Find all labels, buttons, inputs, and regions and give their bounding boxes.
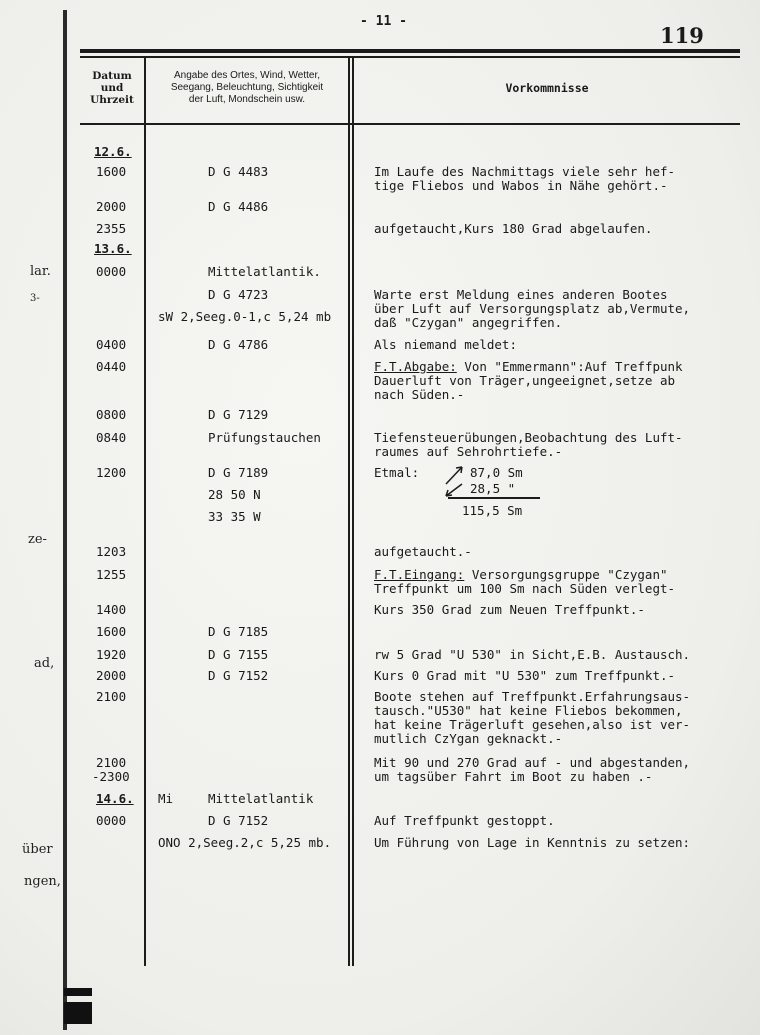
entry-date: 13.6. xyxy=(94,241,132,256)
etmal-total: 115,5 Sm xyxy=(462,503,523,518)
etmal-label: Etmal: xyxy=(374,465,420,480)
entry-time: 2355 xyxy=(96,221,127,236)
column-divider-3 xyxy=(352,56,354,966)
entry-time: 0000 xyxy=(96,264,127,279)
entry-text-first: Von "Emmermann":Auf Treffpunk xyxy=(456,359,683,374)
etmal-arrows-icon xyxy=(440,464,470,498)
entry-position: D G 7189 xyxy=(208,465,269,480)
entry-text: Warte erst Meldung eines anderen Bootes xyxy=(374,287,668,302)
entry-text: Treffpunkt um 100 Sm nach Süden verlegt- xyxy=(374,581,676,596)
margin-note: 3- xyxy=(30,293,40,304)
entry-position: D G 7185 xyxy=(208,624,269,639)
header-bottom-rule xyxy=(80,123,740,125)
entry-moon: Mi xyxy=(158,791,174,806)
entry-text: Boote stehen auf Treffpunkt.Erfahrungsaus- xyxy=(374,689,691,704)
header-ort-line-3: der Luft, Mondschein usw. xyxy=(188,94,306,105)
entry-text: raumes auf Sehrohrtiefe.- xyxy=(374,444,563,459)
header-datum xyxy=(82,70,142,106)
entry-text: Tiefensteuerübungen,Beobachtung des Luft- xyxy=(374,430,683,445)
entry-position: D G 7155 xyxy=(208,647,269,662)
entry-time: 1600 xyxy=(96,164,127,179)
header-datum-line-3: Uhrzeit xyxy=(90,94,134,106)
entry-text xyxy=(374,360,683,374)
entry-time: 2100 xyxy=(96,689,127,704)
entry-time: 2000 xyxy=(96,668,127,683)
entry-time: 0000 xyxy=(96,813,127,828)
entry-text: über Luft auf Versorgungsplatz ab,Vermute, xyxy=(374,301,691,316)
entry-time: 1255 xyxy=(96,567,127,582)
entry-position: D G 4723 xyxy=(208,287,269,302)
entry-time: 1920 xyxy=(96,647,127,662)
header-vorkommnisse: Vorkommnisse xyxy=(505,81,589,95)
entry-text: daß "Czygan" angegriffen. xyxy=(374,315,563,330)
top-rule-thick xyxy=(80,49,740,53)
entry-weather: ONO 2,Seeg.2,c 5,25 mb. xyxy=(158,835,332,850)
entry-position: D G 7152 xyxy=(208,813,269,828)
entry-text: Dauerluft von Träger,ungeeignet,setze ab xyxy=(374,373,676,388)
etmal-value: 87,0 Sm xyxy=(470,465,523,480)
entry-time: 2000 xyxy=(96,199,127,214)
entry-position: Prüfungstauchen xyxy=(208,430,321,445)
column-divider-1 xyxy=(144,56,146,966)
entry-time: 2100 xyxy=(96,755,127,770)
margin-note: lar. xyxy=(30,264,51,279)
margin-note: ad, xyxy=(34,656,55,671)
entry-time: 1400 xyxy=(96,602,127,617)
entry-text: nach Süden.- xyxy=(374,387,465,402)
header-ort-line-1: Angabe des Ortes, Wind, Wetter, xyxy=(174,70,320,81)
entry-time: 0440 xyxy=(96,359,127,374)
entry-position: Mittelatlantik xyxy=(208,791,314,806)
column-divider-2 xyxy=(348,56,350,966)
entry-date: 12.6. xyxy=(94,144,132,159)
entry-time: 0800 xyxy=(96,407,127,422)
entry-text: hat keine Trägerluft gesehen,also ist ver- xyxy=(374,717,691,732)
entry-time: 1200 xyxy=(96,465,127,480)
entry-position: D G 4486 xyxy=(208,199,269,214)
entry-position: Mittelatlantik. xyxy=(208,264,321,279)
entry-text: mutlich CzYgan geknackt.- xyxy=(374,731,563,746)
entry-time: 1600 xyxy=(96,624,127,639)
entry-text: tausch."U530" hat keine Fliebos bekommen, xyxy=(374,703,683,718)
entry-weather: sW 2,Seeg.0-1,c 5,24 mb xyxy=(158,309,332,324)
entry-text: rw 5 Grad "U 530" in Sicht,E.B. Austausch. xyxy=(374,647,691,662)
entry-position: 33 35 W xyxy=(208,509,261,524)
scan-blot xyxy=(64,1002,92,1024)
entry-text: Um Führung von Lage in Kenntnis zu setzen: xyxy=(374,835,691,850)
entry-position: 28 50 N xyxy=(208,487,261,502)
header-ort xyxy=(146,70,348,106)
entry-time: 0400 xyxy=(96,337,127,352)
entry-text: aufgetaucht.- xyxy=(374,544,472,559)
margin-note: ze- xyxy=(28,532,47,547)
margin-note: ngen, xyxy=(24,874,61,889)
entry-time: 0840 xyxy=(96,430,127,445)
entry-position: D G 4786 xyxy=(208,337,269,352)
header-datum-line-1: Datum xyxy=(92,70,132,82)
entry-text xyxy=(374,568,668,582)
entry-text: um tagsüber Fahrt im Boot zu haben .- xyxy=(374,769,653,784)
binding-line xyxy=(63,10,67,1030)
entry-text: Im Laufe des Nachmittags viele sehr hef- xyxy=(374,164,676,179)
entry-time: -2300 xyxy=(92,769,130,784)
scan-blot xyxy=(64,988,92,996)
page-marker: - 11 - xyxy=(360,14,407,29)
entry-time: 1203 xyxy=(96,544,127,559)
entry-text: Auf Treffpunkt gestoppt. xyxy=(374,813,555,828)
entry-position: D G 7152 xyxy=(208,668,269,683)
margin-note: über xyxy=(22,842,53,857)
entry-text: tige Fliebos und Wabos in Nähe gehört.- xyxy=(374,178,668,193)
page-number: 119 xyxy=(660,23,704,48)
etmal-value: 28,5 " xyxy=(470,481,516,496)
header-datum-line-2: und xyxy=(100,82,124,94)
entry-date: 14.6. xyxy=(96,791,134,806)
entry-position: D G 4483 xyxy=(208,164,269,179)
entry-position: D G 7129 xyxy=(208,407,269,422)
entry-text: Kurs 350 Grad zum Neuen Treffpunkt.- xyxy=(374,602,645,617)
header-ort-line-2: Seegang, Beleuchtung, Sichtigkeit xyxy=(170,82,324,93)
entry-text: Als niemand meldet: xyxy=(374,337,517,352)
entry-text: Mit 90 und 270 Grad auf - und abgestanden, xyxy=(374,755,691,770)
ft-label: F.T.Eingang: xyxy=(374,567,465,582)
entry-text-first: Versorgungsgruppe "Czygan" xyxy=(464,567,668,582)
ft-label: F.T.Abgabe: xyxy=(374,359,457,374)
entry-text: Kurs 0 Grad mit "U 530" zum Treffpunkt.- xyxy=(374,668,676,683)
top-rule-thin xyxy=(80,56,740,58)
entry-text: aufgetaucht,Kurs 180 Grad abgelaufen. xyxy=(374,221,653,236)
